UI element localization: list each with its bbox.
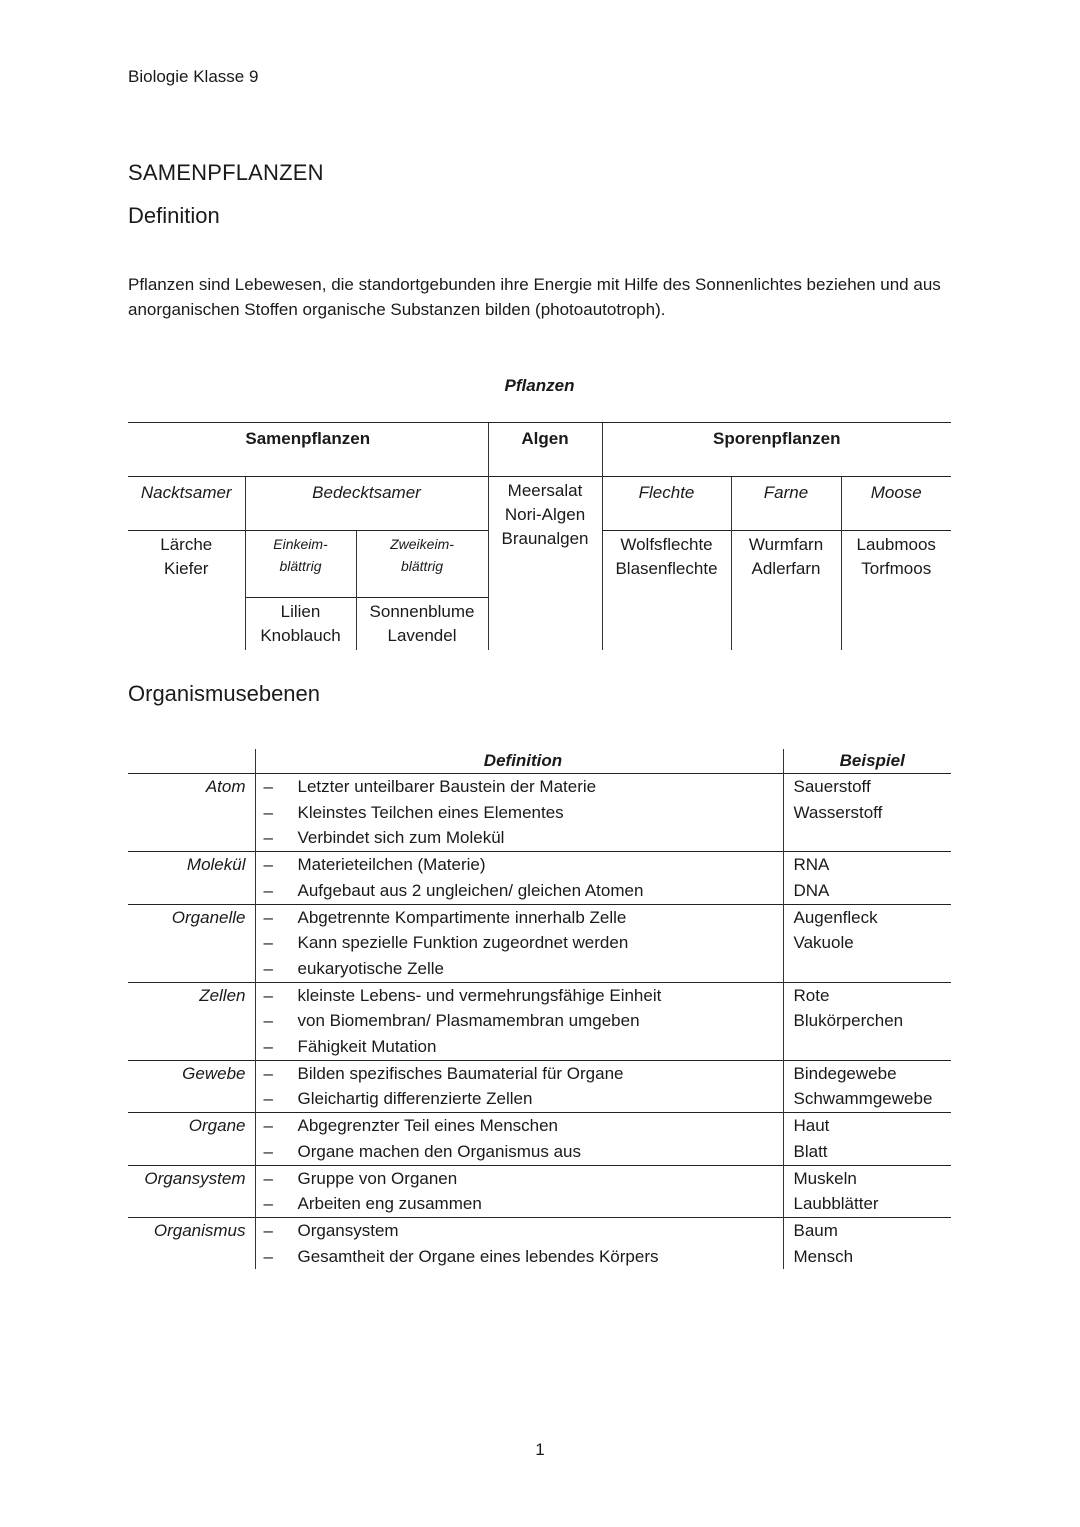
group-algen: Algen <box>488 423 602 477</box>
definition-item <box>264 825 783 851</box>
level-name: Organelle <box>128 904 255 982</box>
example: Lilien <box>280 602 321 621</box>
dash-bullet-icon: – <box>263 1037 273 1057</box>
dash-bullet-icon: – <box>263 907 273 927</box>
type-label: Zweikeim- <box>390 536 454 552</box>
example: Nori-Algen <box>504 505 586 524</box>
table-row <box>128 1217 951 1269</box>
level-definitions <box>255 1165 783 1217</box>
level-examples <box>783 852 951 904</box>
example-item: RNA <box>793 855 830 875</box>
dash-bullet-icon: – <box>263 1194 273 1214</box>
definition-text: eukaryotische Zelle <box>297 958 444 978</box>
plant-classification-table <box>128 422 951 650</box>
table-row <box>128 852 951 904</box>
level-definitions <box>255 774 783 852</box>
subgroup-moose: Moose <box>841 477 951 531</box>
table-row <box>128 1060 951 1112</box>
example: Wurmfarn <box>748 535 824 554</box>
zweikeim-examples <box>356 598 488 651</box>
level-header-empty <box>128 749 255 774</box>
level-examples <box>783 774 951 852</box>
dash-bullet-icon: – <box>263 1116 273 1136</box>
page-number: 1 <box>535 1440 545 1459</box>
group-samenpflanzen: Samenpflanzen <box>128 423 488 477</box>
dash-bullet-icon: – <box>263 985 273 1005</box>
definition-text: Bilden spezifisches Baumaterial für Organe <box>297 1063 624 1083</box>
definition-text: Verbindet sich zum Molekül <box>297 828 505 848</box>
subgroup-flechte: Flechte <box>602 477 731 531</box>
subgroup-farne: Farne <box>731 477 841 531</box>
level-examples <box>783 1217 951 1269</box>
definition-text: Organe machen den Organismus aus <box>297 1141 581 1161</box>
dash-bullet-icon: – <box>263 880 273 900</box>
definition-text: Letzter unteilbarer Baustein der Materie <box>297 777 597 796</box>
moose-examples <box>841 531 951 651</box>
example: Blasenflechte <box>615 559 718 578</box>
example-item: Vakuole <box>793 933 854 953</box>
type-label: blättrig <box>279 558 322 574</box>
table-row <box>128 1113 951 1165</box>
example-item: Sauerstoff <box>793 777 871 796</box>
example-item: Muskeln <box>793 1168 857 1188</box>
farne-examples <box>731 531 841 651</box>
level-examples <box>783 982 951 1060</box>
dash-bullet-icon: – <box>263 933 273 953</box>
definition-item <box>264 1086 783 1112</box>
definition-item <box>264 930 783 956</box>
definition-text: Kann spezielle Funktion zugeordnet werden <box>297 933 629 953</box>
example: Lärche <box>160 535 213 554</box>
table-row <box>128 774 951 852</box>
level-definitions <box>255 1217 783 1269</box>
example: Knoblauch <box>260 626 341 645</box>
type-zweikeimblaettrig <box>356 531 488 598</box>
example-header: Beispiel <box>783 749 951 774</box>
definition-text: Organsystem <box>297 1220 399 1240</box>
example: Lavendel <box>387 626 457 645</box>
definition-item <box>264 774 783 800</box>
example-item: Schwammgewebe <box>793 1089 933 1109</box>
level-definitions <box>255 852 783 904</box>
section-heading-definition: Definition <box>128 203 220 228</box>
example: Laubmoos <box>856 535 936 554</box>
definition-text: kleinste Lebens- und vermehrungsfähige Einheit <box>297 985 662 1005</box>
example: Wolfsflechte <box>620 535 713 554</box>
definition-item <box>264 1008 783 1034</box>
table-row <box>128 1165 951 1217</box>
example-item: Haut <box>793 1116 830 1136</box>
nacktsamer-examples <box>128 531 245 651</box>
definition-text: Abgegrenzter Teil eines Menschen <box>297 1116 559 1136</box>
level-examples <box>783 904 951 982</box>
example-item: Blukörperchen <box>793 1011 904 1031</box>
example-item: Augenfleck <box>793 907 878 927</box>
organism-levels-table <box>128 749 951 1269</box>
dash-bullet-icon: – <box>263 1011 273 1031</box>
dash-bullet-icon: – <box>263 777 273 796</box>
definition-item <box>264 878 783 904</box>
definition-text: Gruppe von Organen <box>297 1168 458 1188</box>
level-definitions <box>255 982 783 1060</box>
dash-bullet-icon: – <box>263 1141 273 1161</box>
definition-text: Aufgebaut aus 2 ungleichen/ gleichen Atomen <box>297 880 644 900</box>
definition-text: Gesamtheit der Organe eines lebendes Körpers <box>297 1246 659 1266</box>
level-name: Atom <box>128 774 255 852</box>
example: Torfmoos <box>861 559 932 578</box>
definition-text: Abgetrennte Kompartimente innerhalb Zelle <box>297 907 627 927</box>
example: Meersalat <box>507 481 583 500</box>
dash-bullet-icon: – <box>263 958 273 978</box>
algen-examples <box>488 477 602 651</box>
dash-bullet-icon: – <box>263 802 273 822</box>
level-name: Molekül <box>128 852 255 904</box>
level-examples <box>783 1060 951 1112</box>
plant-table-title: Pflanzen <box>504 376 575 395</box>
dash-bullet-icon: – <box>263 1220 273 1240</box>
level-examples <box>783 1113 951 1165</box>
definition-item <box>264 852 783 878</box>
einkeim-examples <box>245 598 356 651</box>
definition-text: Materieteilchen (Materie) <box>297 855 486 875</box>
flechte-examples <box>602 531 731 651</box>
level-definitions <box>255 904 783 982</box>
table-row <box>128 904 951 982</box>
definition-item <box>264 1218 783 1244</box>
level-name: Gewebe <box>128 1060 255 1112</box>
definition-item <box>264 983 783 1009</box>
level-name: Organismus <box>128 1217 255 1269</box>
definition-item <box>264 1166 783 1192</box>
type-label: Einkeim- <box>273 536 328 552</box>
dash-bullet-icon: – <box>263 1168 273 1188</box>
level-name: Organsystem <box>128 1165 255 1217</box>
table-row <box>128 982 951 1060</box>
definition-text: Gleichartig differenzierte Zellen <box>297 1089 533 1109</box>
definition-item <box>264 956 783 982</box>
level-definitions <box>255 1113 783 1165</box>
definition-item <box>264 905 783 931</box>
level-name: Zellen <box>128 982 255 1060</box>
group-sporenpflanzen: Sporenpflanzen <box>602 423 951 477</box>
definition-item <box>264 1139 783 1165</box>
example: Braunalgen <box>501 529 589 548</box>
example-item: Baum <box>793 1220 838 1240</box>
example-item: Mensch <box>793 1246 854 1266</box>
example-item: DNA <box>793 880 830 900</box>
definition-text: Fähigkeit Mutation <box>297 1037 437 1057</box>
definition-item <box>264 1034 783 1060</box>
page-title: SAMENPFLANZEN <box>128 160 324 185</box>
definition-item <box>264 1061 783 1087</box>
dash-bullet-icon: – <box>263 855 273 875</box>
definition-item <box>264 1113 783 1139</box>
example-item: Laubblätter <box>793 1194 879 1214</box>
definition-paragraph: Pflanzen sind Lebewesen, die standortgebunden ihre Energie mit Hilfe des Sonnenlichtes beziehen und aus anorganischen Stoffen organische Substanzen bilden (photoautotroph). <box>128 275 941 319</box>
type-einkeimblaettrig <box>245 531 356 598</box>
example: Sonnenblume <box>369 602 475 621</box>
definition-item <box>264 1191 783 1217</box>
page-header: Biologie Klasse 9 <box>128 67 259 86</box>
type-label: blättrig <box>400 558 444 574</box>
subgroup-nacktsamer: Nacktsamer <box>128 477 245 531</box>
example-item: Rote <box>793 985 830 1005</box>
definition-text: Arbeiten eng zusammen <box>297 1194 482 1214</box>
section-heading-organismusebenen: Organismusebenen <box>128 681 321 706</box>
example: Adlerfarn <box>751 559 821 578</box>
definition-item <box>264 800 783 826</box>
level-name: Organe <box>128 1113 255 1165</box>
example: Kiefer <box>164 559 209 578</box>
dash-bullet-icon: – <box>263 828 273 848</box>
example-item: Blatt <box>793 1141 828 1161</box>
example-item: Wasserstoff <box>793 802 883 822</box>
definition-item <box>264 1244 783 1270</box>
dash-bullet-icon: – <box>263 1089 273 1109</box>
dash-bullet-icon: – <box>263 1063 273 1083</box>
level-examples <box>783 1165 951 1217</box>
dash-bullet-icon: – <box>263 1246 273 1266</box>
definition-text: Kleinstes Teilchen eines Elementes <box>297 802 564 822</box>
definition-text: von Biomembran/ Plasmamembran umgeben <box>297 1011 640 1031</box>
example-item: Bindegewebe <box>793 1063 897 1083</box>
definition-header: Definition <box>255 749 783 774</box>
level-definitions <box>255 1060 783 1112</box>
subgroup-bedecktsamer: Bedecktsamer <box>245 477 488 531</box>
